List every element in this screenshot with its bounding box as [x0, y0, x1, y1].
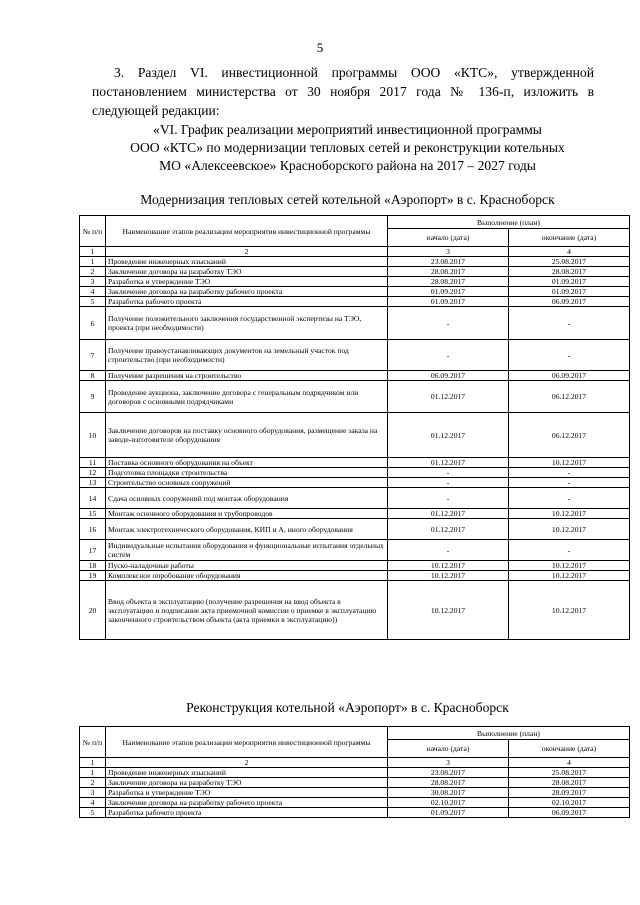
stage-name: Проведение аукциона, заключение договора с генеральным подрядчиком или договоров с основными подрядчиками	[106, 381, 388, 413]
page-number: 5	[316, 40, 324, 55]
schedule-table-reconstruction	[79, 726, 630, 818]
stage-name: Строительство основных сооружений	[106, 478, 388, 488]
start-date: 28.08.2017	[388, 267, 509, 277]
row-number: 5	[80, 808, 106, 818]
row-number: 10	[80, 413, 106, 458]
end-date: 25.08.2017	[509, 768, 630, 778]
end-date: 06.09.2017	[509, 297, 630, 307]
stage-name: Разработка и утверждение ТЭО	[106, 788, 388, 798]
stage-name: Получение разрешения на строительство	[106, 371, 388, 381]
table-row	[80, 478, 630, 488]
start-date: -	[388, 340, 509, 371]
row-number: 14	[80, 488, 106, 509]
col-index-1: 1	[80, 247, 106, 257]
end-date: -	[509, 540, 630, 561]
table-row	[80, 267, 630, 277]
end-date: 01.09.2017	[509, 287, 630, 297]
stage-name: Пуско-наладочные работы	[106, 561, 388, 571]
row-number: 1	[80, 768, 106, 778]
table-row	[80, 257, 630, 267]
col-index-2: 2	[106, 758, 388, 768]
start-date: 23.08.2017	[388, 768, 509, 778]
start-date: 28.08.2017	[388, 277, 509, 287]
end-date: 02.10.2017	[509, 798, 630, 808]
stage-name: Поставка основного оборудования на объект	[106, 458, 388, 468]
stage-name: Заключение договора на разработку рабочего проекта	[106, 287, 388, 297]
header-start: начало (дата)	[388, 229, 509, 247]
header-start: начало (дата)	[388, 740, 509, 758]
end-date: 01.09.2017	[509, 277, 630, 287]
stage-name: Заключение договора на разработку рабочего проекта	[106, 798, 388, 808]
table-row	[80, 458, 630, 468]
stage-name: Ввод объекта в эксплуатацию (получение разрешения на ввод объекта в эксплуатацию и подписание акта приемочной комиссии о приемке в эксплуатацию законченного строительством объекта (акта приемки в эксплуатацию))	[106, 581, 388, 640]
start-date: 10.12.2017	[388, 561, 509, 571]
table1-title: Модернизация тепловых сетей котельной «Аэропорт» в с. Красноборск	[140, 192, 555, 207]
stage-name: Получение положительного заключения государственной экспертизы на ТЭО, проекта (при необходимости)	[106, 307, 388, 340]
row-number: 17	[80, 540, 106, 561]
col-index-3: 3	[388, 247, 509, 257]
start-date: 01.12.2017	[388, 519, 509, 540]
start-date: 01.12.2017	[388, 458, 509, 468]
table-row	[80, 307, 630, 340]
row-number: 4	[80, 798, 106, 808]
stage-name: Сдача основных сооружений под монтаж оборудования	[106, 488, 388, 509]
stage-name: Подготовка площадки строительства	[106, 468, 388, 478]
row-number: 2	[80, 778, 106, 788]
stage-name: Разработка рабочего проекта	[106, 297, 388, 307]
schedule-table-modernization	[79, 215, 630, 640]
row-number: 1	[80, 257, 106, 267]
end-date: 06.09.2017	[509, 808, 630, 818]
start-date: -	[388, 307, 509, 340]
header-end: окончание (дата)	[509, 740, 630, 758]
intro-paragraph: 3. Раздел VI. инвестиционной программы ООО «КТС», утвержденной постановлением министерства от 30 ноября 2017 года № 136-п, изложить в следующей редакции:	[92, 65, 594, 118]
col-index-2: 2	[106, 247, 388, 257]
table-column-index-row	[80, 247, 630, 257]
header-num: № п/п	[80, 727, 106, 758]
end-date: -	[509, 468, 630, 478]
end-date: -	[509, 307, 630, 340]
row-number: 4	[80, 287, 106, 297]
table-row	[80, 413, 630, 458]
table-row	[80, 381, 630, 413]
stage-name: Проведение инженерных изысканий	[106, 768, 388, 778]
end-date: 28.09.2017	[509, 788, 630, 798]
header-execution: Выполнение (план)	[388, 727, 630, 740]
stage-name: Получение правоустанавливающих документов на земельный участок под строительство (при необходимости)	[106, 340, 388, 371]
table-row	[80, 561, 630, 571]
table2-body	[80, 727, 630, 818]
stage-name: Разработка и утверждение ТЭО	[106, 277, 388, 287]
col-index-1: 1	[80, 758, 106, 768]
table-row	[80, 778, 630, 788]
stage-name: Заключение договора на разработку ТЭО	[106, 267, 388, 277]
col-index-4: 4	[509, 247, 630, 257]
table-row	[80, 287, 630, 297]
table-row	[80, 468, 630, 478]
table-header-row	[80, 216, 630, 229]
end-date: -	[509, 340, 630, 371]
start-date: 01.09.2017	[388, 297, 509, 307]
start-date: 01.12.2017	[388, 413, 509, 458]
header-num: № п/п	[80, 216, 106, 247]
start-date: 01.09.2017	[388, 287, 509, 297]
end-date: 10.12.2017	[509, 571, 630, 581]
start-date: 10.12.2017	[388, 571, 509, 581]
end-date: 06.12.2017	[509, 381, 630, 413]
table-row	[80, 808, 630, 818]
table-row	[80, 297, 630, 307]
table-row	[80, 488, 630, 509]
stage-name: Индивидуальные испытания оборудования и функциональные испытания отдельных систем	[106, 540, 388, 561]
start-date: 01.12.2017	[388, 509, 509, 519]
start-date: 10.12.2017	[388, 581, 509, 640]
row-number: 13	[80, 478, 106, 488]
table-row	[80, 798, 630, 808]
heading-line-1: «VI. График реализации мероприятий инвестиционной программы	[153, 122, 542, 137]
start-date: 06.09.2017	[388, 371, 509, 381]
table-row	[80, 768, 630, 778]
stage-name: Монтаж электротехнического оборудования, КИП и А, иного оборудования	[106, 519, 388, 540]
row-number: 7	[80, 340, 106, 371]
header-name: Наименование этапов реализации мероприятия инвестиционной программы	[106, 727, 388, 758]
stage-name: Заключение договора на разработку ТЭО	[106, 778, 388, 788]
stage-name: Комплексное опробование оборудования	[106, 571, 388, 581]
header-execution: Выполнение (план)	[388, 216, 630, 229]
end-date: 10.12.2017	[509, 581, 630, 640]
col-index-3: 3	[388, 758, 509, 768]
table-row	[80, 788, 630, 798]
table-row	[80, 581, 630, 640]
end-date: 06.12.2017	[509, 413, 630, 458]
row-number: 6	[80, 307, 106, 340]
end-date: -	[509, 478, 630, 488]
table-row	[80, 340, 630, 371]
table-row	[80, 371, 630, 381]
row-number: 8	[80, 371, 106, 381]
row-number: 12	[80, 468, 106, 478]
row-number: 15	[80, 509, 106, 519]
end-date: 25.08.2017	[509, 257, 630, 267]
row-number: 16	[80, 519, 106, 540]
start-date: 01.12.2017	[388, 381, 509, 413]
col-index-4: 4	[509, 758, 630, 768]
stage-name: Монтаж основного оборудования и трубопроводов	[106, 509, 388, 519]
end-date: 06.09.2017	[509, 371, 630, 381]
table-row	[80, 540, 630, 561]
end-date: 10.12.2017	[509, 458, 630, 468]
header-end: окончание (дата)	[509, 229, 630, 247]
table1-body	[80, 216, 630, 640]
table-row	[80, 509, 630, 519]
end-date: 10.12.2017	[509, 519, 630, 540]
header-name: Наименование этапов реализации мероприятия инвестиционной программы	[106, 216, 388, 247]
row-number: 5	[80, 297, 106, 307]
stage-name: Разработка рабочего проекта	[106, 808, 388, 818]
row-number: 2	[80, 267, 106, 277]
row-number: 3	[80, 277, 106, 287]
stage-name: Заключение договоров на поставку основного оборудования, размещение заказа на заводе-изготовителе оборудования	[106, 413, 388, 458]
table-row	[80, 519, 630, 540]
end-date: 10.12.2017	[509, 509, 630, 519]
start-date: -	[388, 540, 509, 561]
row-number: 3	[80, 788, 106, 798]
table-column-index-row	[80, 758, 630, 768]
start-date: -	[388, 468, 509, 478]
start-date: 01.09.2017	[388, 808, 509, 818]
start-date: 02.10.2017	[388, 798, 509, 808]
end-date: 28.08.2017	[509, 778, 630, 788]
start-date: -	[388, 478, 509, 488]
stage-name: Проведение инженерных изысканий	[106, 257, 388, 267]
table2-title: Реконструкция котельной «Аэропорт» в с. Красноборск	[186, 700, 509, 715]
table-header-row	[80, 727, 630, 740]
row-number: 18	[80, 561, 106, 571]
start-date: 28.08.2017	[388, 778, 509, 788]
row-number: 11	[80, 458, 106, 468]
start-date: 30.08.2017	[388, 788, 509, 798]
start-date: -	[388, 488, 509, 509]
row-number: 20	[80, 581, 106, 640]
end-date: 10.12.2017	[509, 561, 630, 571]
table-row	[80, 277, 630, 287]
heading-line-2: ООО «КТС» по модернизации тепловых сетей и реконструкции котельных	[130, 140, 565, 155]
end-date: -	[509, 488, 630, 509]
section-heading	[60, 121, 635, 175]
row-number: 9	[80, 381, 106, 413]
start-date: 23.08.2017	[388, 257, 509, 267]
end-date: 28.08.2017	[509, 267, 630, 277]
heading-line-3: МО «Алексеевское» Красноборского района на 2017 – 2027 годы	[159, 158, 536, 173]
table-row	[80, 571, 630, 581]
row-number: 19	[80, 571, 106, 581]
